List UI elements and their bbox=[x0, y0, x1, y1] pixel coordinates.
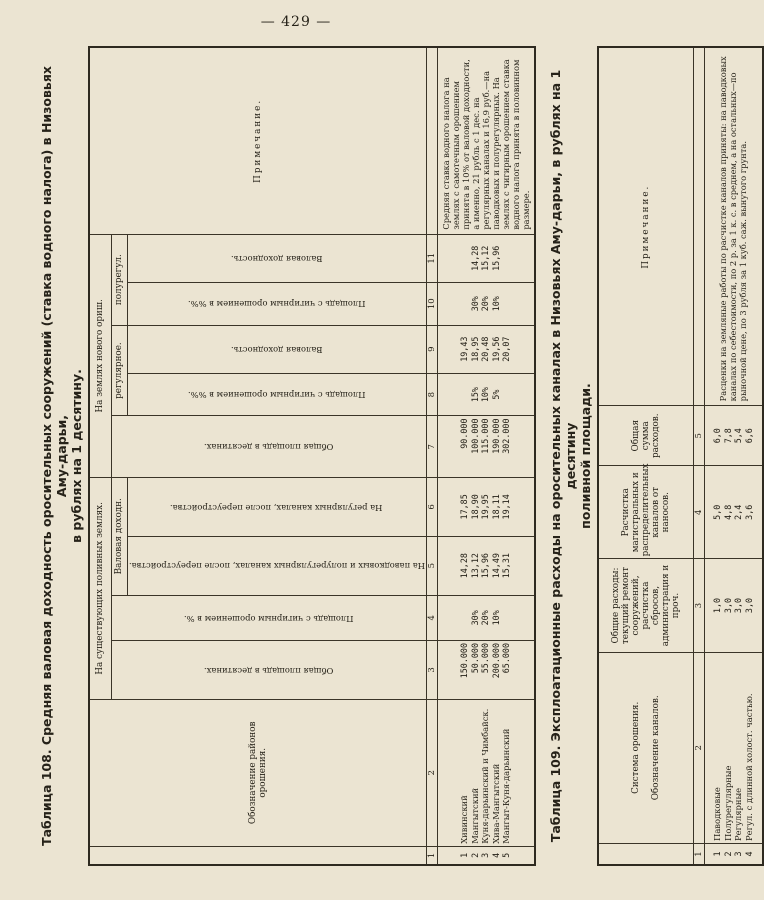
th-new: На землях нового ориш. bbox=[89, 234, 111, 477]
th-general-expenses: Общие расходы: текущий ремонт сооружений, расчистка сбросов, администрация и проч. bbox=[598, 559, 694, 652]
colnum: 11 bbox=[426, 234, 437, 282]
th-exist-chigir: Площадь с чигирным орошением в %. bbox=[183, 613, 354, 624]
th-reg-gross: Валовая доходность. bbox=[230, 344, 323, 355]
district-cell bbox=[437, 699, 535, 846]
total-cell: 6,0 7,8 5,4 6,6 bbox=[705, 406, 763, 466]
table-108-caption-line1: Таблица 108. Средняя валовая доходность оросительных сооружений (ставка водного налога) в Низовьях Аму-дарьи, bbox=[39, 66, 69, 846]
new-area-cell: 90.000 100.000 115.000 190.000 302.000 bbox=[437, 416, 535, 477]
th-gross-regular: На регулярных каналах, после переустройства. bbox=[170, 502, 383, 513]
table-108-data-row bbox=[437, 47, 535, 865]
canal-type-cell bbox=[705, 652, 763, 843]
th-total: Общая сумма расходов. bbox=[598, 406, 694, 466]
general-cell: 1,0 3,0 3,0 3,0 bbox=[705, 559, 763, 652]
th-regular: регулярное. bbox=[111, 325, 127, 416]
th-rownum bbox=[89, 846, 426, 865]
th-reg-chigir: Площадь с чигирным орошением в %%. bbox=[187, 390, 366, 401]
th-gross-flood: На паводковых и полурегулярных каналах, после переустройства. bbox=[128, 561, 425, 572]
district-name: Хивинский bbox=[459, 795, 470, 844]
th-note-109: Примечание. bbox=[598, 47, 694, 406]
canal-type: Полурегулярные bbox=[722, 765, 733, 841]
column-number-row bbox=[694, 47, 705, 865]
colnum: 1 bbox=[694, 843, 705, 865]
table-109-caption-line2: поливной площади. bbox=[577, 383, 593, 529]
th-cleaning: Расчистка магистральных и распределительных каналов от наносов. bbox=[598, 466, 694, 559]
district-name: Хива-Мангытский bbox=[490, 763, 501, 844]
gross-regular-cell: 17,85 18,90 19,95 18,11 19,14 bbox=[437, 477, 535, 536]
district-name: Куня-дарьинский и Чимбайск. bbox=[480, 708, 491, 844]
column-number-row bbox=[426, 47, 437, 865]
reg-chigir-cell: 15% 10% 5% bbox=[437, 373, 535, 416]
th-new-area: Общая площадь в десятинах. bbox=[203, 442, 334, 453]
colnum: 2 bbox=[694, 652, 705, 843]
table-108-note: Средняя ставка водного налога на землях с самотечным орошением принята в 10% от валовой доходности, а именно, 21 рубль с 1 дес. на регулярных каналах и 16,9 руб.—на паводковых и полурегулярных. На землях с чигирным орошением ставка водного налога принята в половинном размере. bbox=[437, 47, 535, 234]
th-semi-chigir: Площадь с чигирным орошением в %%. bbox=[187, 299, 366, 310]
colnum: 4 bbox=[694, 466, 705, 559]
semi-gross-cell: 14,28 15,12 15,96 bbox=[437, 234, 535, 282]
gross-flood-cell: 14,28 13,12 15,96 14,49 15,31 bbox=[437, 536, 535, 595]
reg-gross-cell: 19,43 18,95 20,48 19,56 20,07 bbox=[437, 325, 535, 373]
table-109-note: Расценки на земляные работы по расчистке каналов приняты: на паводковых каналах по себестоимости, по 2 р. за 1 к. с. в среднем, а на остальных—по рыночной цене, по 3 рубля за 1 куб. саж. вынутого грунта. bbox=[705, 47, 763, 406]
th-note: Примечание. bbox=[89, 47, 426, 234]
colnum: 2 bbox=[426, 699, 437, 846]
th-gross: Валовая доходн. bbox=[111, 477, 127, 595]
colnum: 3 bbox=[694, 559, 705, 652]
colnum: 3 bbox=[426, 641, 437, 700]
table-109 bbox=[597, 46, 764, 866]
canal-type: Регулярные bbox=[733, 787, 744, 841]
colnum: 5 bbox=[694, 406, 705, 466]
colnum: 5 bbox=[426, 536, 437, 595]
table-108 bbox=[88, 46, 536, 866]
rownum-cell: 1 2 3 4 5 bbox=[437, 846, 535, 865]
colnum: 6 bbox=[426, 477, 437, 536]
th-system: Система орошения. bbox=[630, 701, 641, 794]
semi-chigir-cell: 30% 20% 10% bbox=[437, 282, 535, 325]
canal-type: Паводковые bbox=[712, 787, 723, 841]
th-existing: На существующих поливных землях. bbox=[89, 477, 111, 699]
colnum: 9 bbox=[426, 325, 437, 373]
district-name: Мангыт-Куня-дарьинский bbox=[501, 728, 512, 844]
cleaning-cell: 5,0 4,8 2,4 3,6 bbox=[705, 466, 763, 559]
page-number: — 429 — bbox=[260, 14, 332, 30]
table-108-caption bbox=[39, 56, 84, 856]
canal-type: Регул. с длинной холост. частью. bbox=[743, 693, 754, 841]
th-semiregular: полурегул. bbox=[111, 234, 127, 325]
table-109-caption-line1: Таблица 109. Эксплоатационные расходы на оросительных каналах в Низовьях Аму-дарьи, в рублях на 1 десятину bbox=[547, 69, 578, 843]
rotated-page-content bbox=[39, 46, 754, 866]
exist-chigir-cell: 30% 20% 10% bbox=[437, 595, 535, 640]
exist-area-cell: 150.000 50.000 55.000 200.000 65.000 bbox=[437, 641, 535, 700]
table-109-caption bbox=[548, 56, 593, 856]
th-designation: Обозначение каналов. bbox=[650, 695, 661, 801]
colnum: 1 bbox=[426, 846, 437, 865]
colnum: 10 bbox=[426, 282, 437, 325]
th-exist-area: Общая площадь в десятинах. bbox=[203, 665, 334, 676]
colnum: 8 bbox=[426, 373, 437, 416]
colnum: 7 bbox=[426, 416, 437, 477]
table-109-data-row bbox=[705, 47, 763, 865]
district-name: Мангытский bbox=[469, 787, 480, 844]
th-semi-gross: Валовая доходность. bbox=[230, 254, 323, 264]
table-108-caption-line2: в рублях на 1 десятину. bbox=[69, 369, 84, 543]
th-district: Обозначение районов орошения. bbox=[89, 699, 426, 846]
colnum: 4 bbox=[426, 595, 437, 640]
rownum-cell: 1 2 3 4 bbox=[705, 843, 763, 865]
